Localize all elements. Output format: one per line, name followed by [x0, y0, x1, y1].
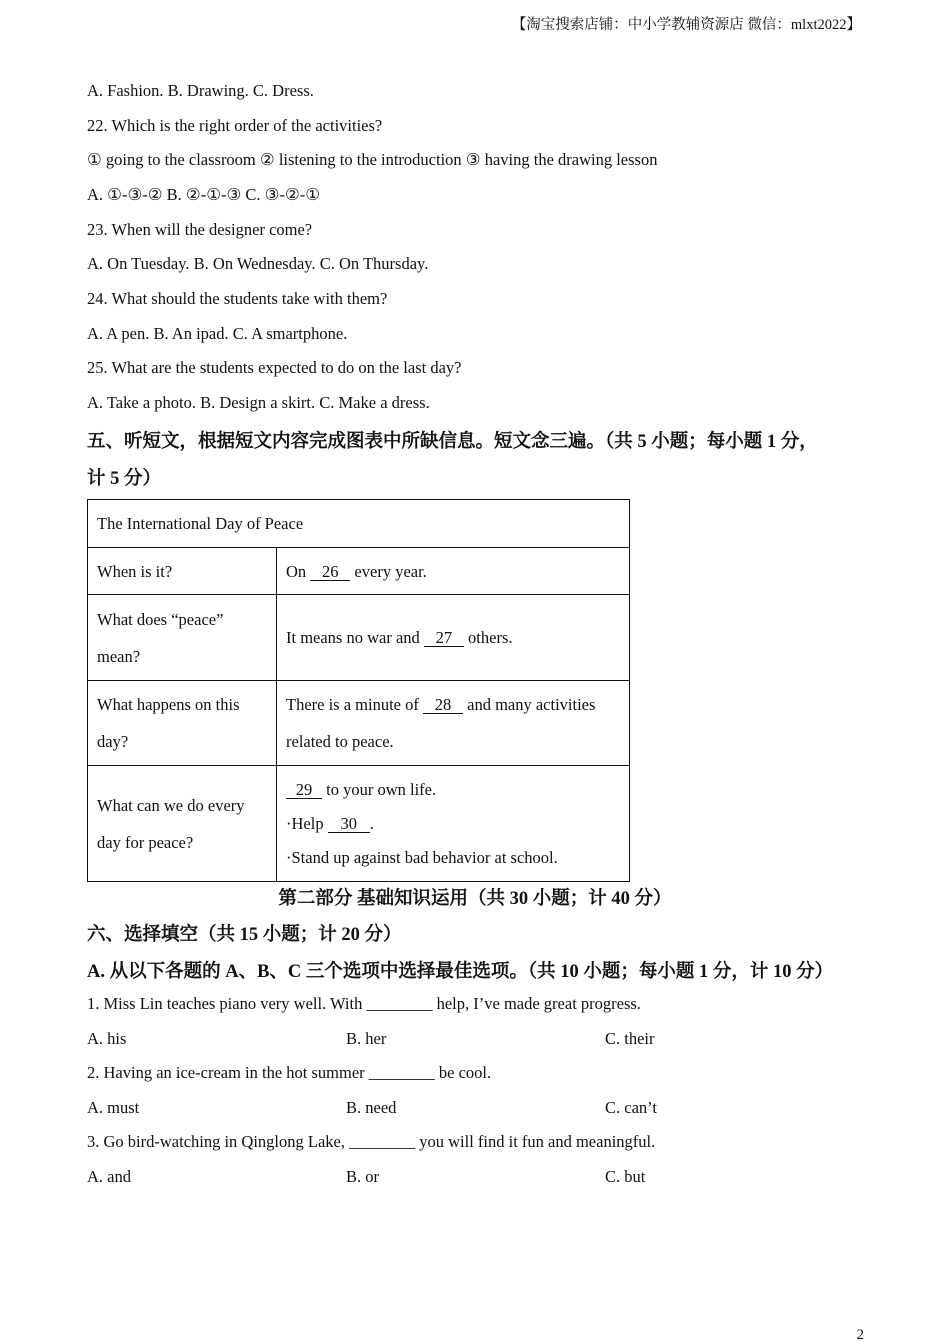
section5-heading-cont: 计 5 分） — [87, 469, 162, 489]
blank-28: 28 — [423, 696, 463, 714]
q25-options: A. Take a photo. B. Design a skirt. C. Make a dress. — [87, 393, 430, 412]
table-title: The International Day of Peace — [88, 500, 630, 548]
sectionA-heading: A. 从以下各题的 A、B、C 三个选项中选择最佳选项。（共 10 小题；每小题 1 分，计 10 分） — [87, 962, 834, 982]
question-line: What happens on this — [97, 695, 240, 714]
mc3-option-c: C. but — [605, 1167, 646, 1186]
blank-26: 26 — [310, 563, 350, 581]
q21-options: A. Fashion. B. Drawing. C. Dress. — [87, 81, 314, 100]
q22-options: A. ①-③-② B. ②-①-③ C. ③-②-① — [87, 185, 321, 204]
question-line: day for peace? — [97, 832, 194, 852]
mc1-stem: 1. Miss Lin teaches piano very well. With ________ help, I’ve made great progress. — [87, 994, 641, 1013]
q22-stem: 22. Which is the right order of the activities? — [87, 116, 383, 135]
table-answer-when — [277, 548, 630, 595]
answer-text: every year. — [354, 561, 427, 581]
q23-options: A. On Tuesday. B. On Wednesday. C. On Thursday. — [87, 254, 429, 273]
mc1-option-c: C. their — [605, 1029, 655, 1048]
table-question-meaning — [88, 595, 277, 681]
page-header: 【淘宝搜索店铺：中小学教辅资源店 微信：mlxt2022】 — [511, 17, 861, 33]
answer-text: and many activities — [467, 695, 596, 714]
answer-text: related to peace. — [286, 732, 394, 751]
part2-title: 第二部分 基础知识运用（共 30 小题；计 40 分） — [278, 889, 672, 909]
mc2-option-b: B. need — [346, 1098, 397, 1117]
q24-stem: 24. What should the students take with them? — [87, 289, 388, 308]
mc3-stem: 3. Go bird-watching in Qinglong Lake, ________ you will find it fun and meaningful. — [87, 1132, 656, 1151]
mc3-option-b: B. or — [346, 1167, 379, 1186]
question-line: What does “peace” — [97, 609, 224, 629]
q23-stem: 23. When will the designer come? — [87, 220, 313, 239]
mc1-option-a: A. his — [87, 1029, 127, 1048]
mc1-option-b: B. her — [346, 1029, 387, 1048]
table-question-everyday — [88, 766, 277, 882]
table-answer-meaning — [277, 595, 630, 681]
mc2-option-c: C. can’t — [605, 1098, 657, 1117]
blank-29: 29 — [286, 781, 322, 799]
table-answer-everyday — [277, 766, 630, 882]
answer-text: ·Stand up against bad behavior at school. — [286, 847, 558, 867]
answer-text: On — [286, 561, 307, 581]
mc2-stem: 2. Having an ice-cream in the hot summer ________ be cool. — [87, 1063, 492, 1082]
mc3-option-a: A. and — [87, 1167, 131, 1186]
table-answer-happens — [277, 681, 630, 766]
answer-text: There is a minute of — [286, 695, 419, 714]
section6-heading: 六、选择填空（共 15 小题；计 20 分） — [87, 925, 402, 945]
answer-text: ·Help — [286, 813, 324, 833]
blank-30: 30 — [328, 815, 370, 833]
page-number: 2 — [856, 1327, 864, 1343]
answer-text: . — [369, 813, 374, 833]
q24-options: A. A pen. B. An ipad. C. A smartphone. — [87, 324, 348, 343]
question-line: mean? — [97, 646, 141, 666]
blank-27: 27 — [424, 629, 464, 647]
section5-heading: 五、听短文，根据短文内容完成图表中所缺信息。短文念三遍。（共 5 小题；每小题 1 分， — [87, 432, 818, 452]
table-question-happens — [88, 681, 277, 766]
answer-text: others. — [468, 628, 513, 647]
question-line: What can we do every — [97, 795, 245, 815]
mc2-option-a: A. must — [87, 1098, 140, 1117]
q25-stem: 25. What are the students expected to do on the last day? — [87, 358, 462, 377]
question-line: day? — [97, 732, 129, 751]
answer-text: to your own life. — [326, 779, 437, 799]
table-question-when: When is it? — [88, 548, 277, 595]
answer-text: It means no war and — [286, 628, 420, 647]
peace-table — [87, 499, 630, 882]
q22-items: ① going to the classroom ② listening to the introduction ③ having the drawing lesson — [87, 150, 658, 169]
